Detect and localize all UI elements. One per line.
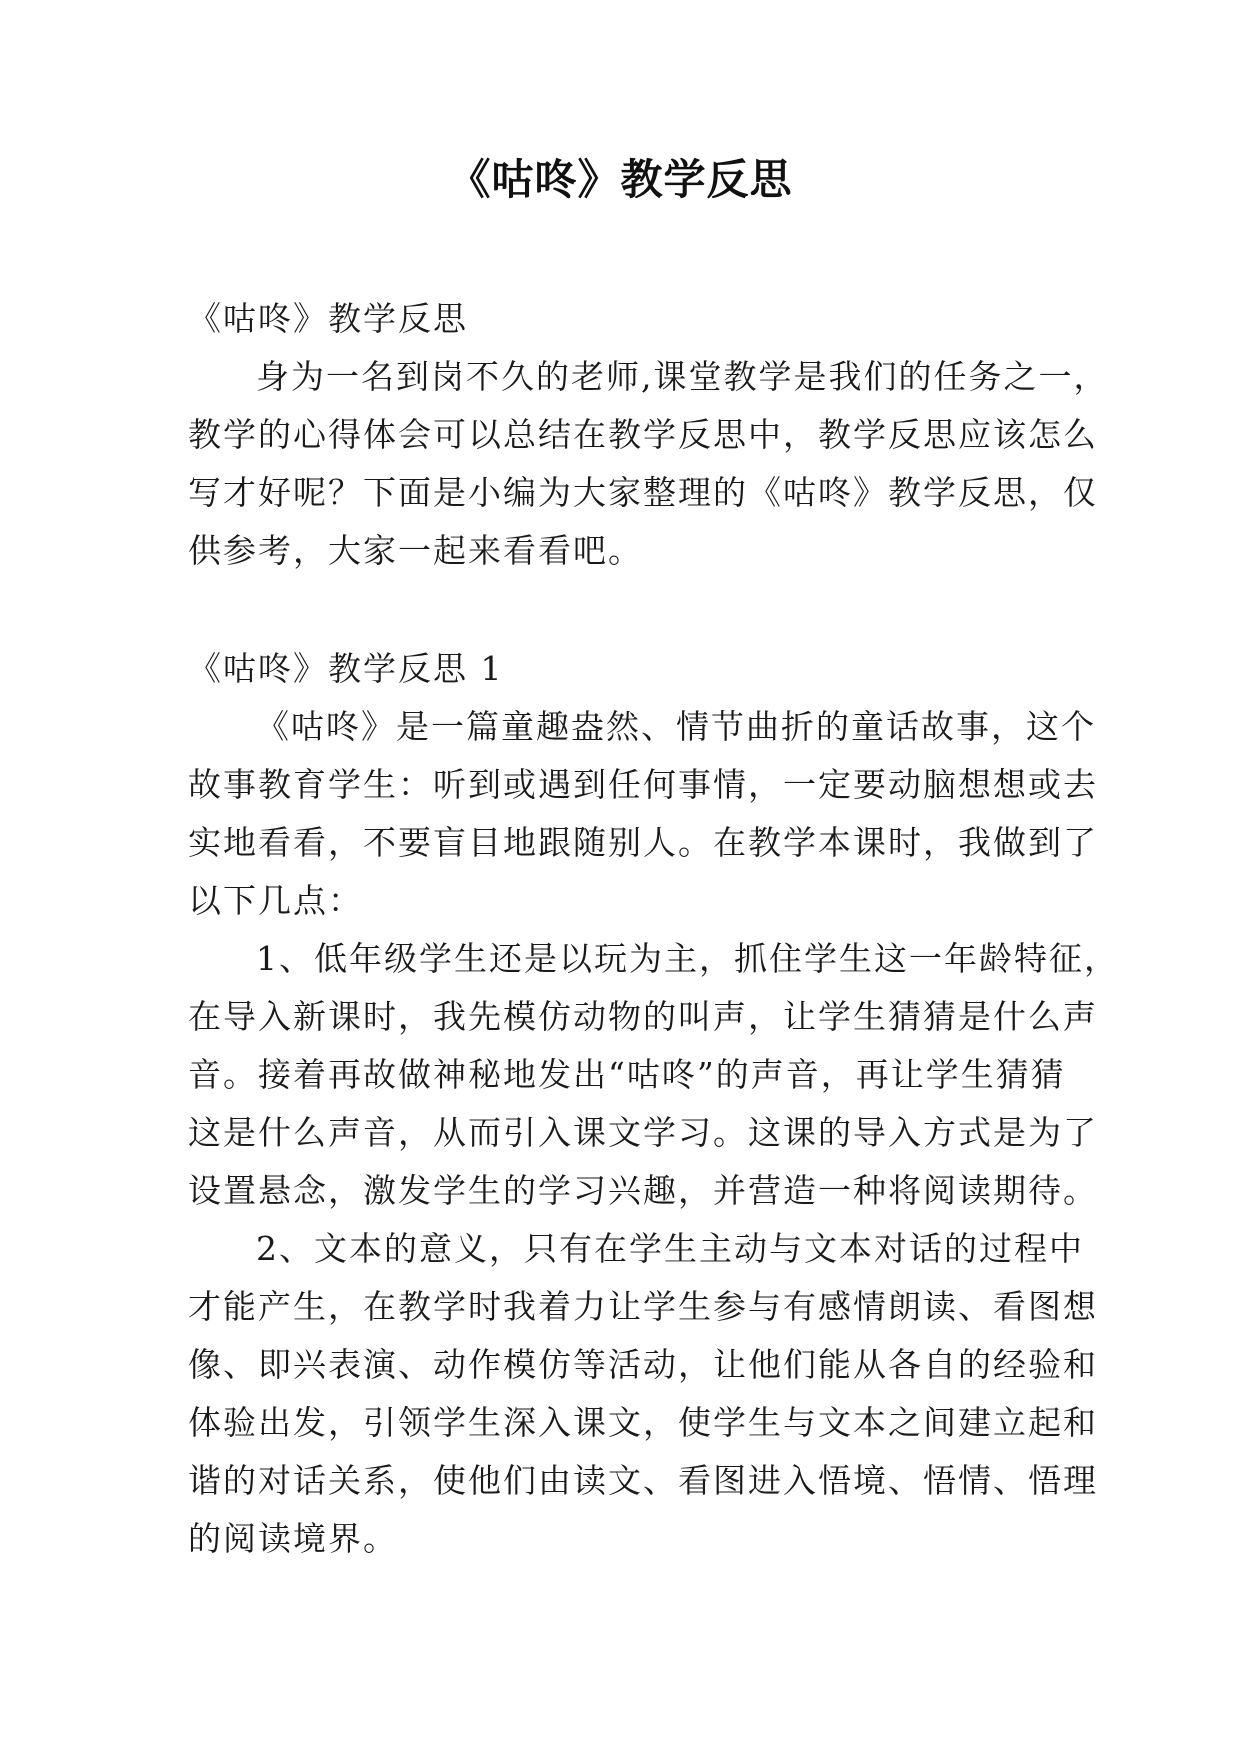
section-spacer	[188, 580, 1068, 640]
paragraph-3	[188, 1220, 1098, 1568]
paragraph-line: 在导入新课时，我先模仿动物的叫声，让学生猜猜是什么声	[188, 997, 1098, 1036]
paragraph-2	[188, 930, 1119, 1220]
intro-line: 身为一名到岗不久的老师,课堂教学是我们的任务之一，	[256, 357, 1109, 396]
paragraph-line: 才能产生，在教学时我着力让学生参与有感情朗读、看图想	[188, 1287, 1098, 1326]
document-title: 《咕咚》教学反思	[448, 155, 793, 204]
paragraph-line: 实地看看，不要盲目地跟随别人。在教学本课时，我做到了	[188, 823, 1098, 862]
paragraph-line: 像、即兴表演、动作模仿等活动，让他们能从各自的经验和	[188, 1345, 1098, 1384]
paragraph-1	[188, 698, 1098, 930]
intro-line: 供参考，大家一起来看看吧。	[188, 531, 643, 570]
paragraph-line: 故事教育学生：听到或遇到任何事情，一定要动脑想想或去	[188, 765, 1098, 804]
paragraph-line: 设置悬念，激发学生的学习兴趣，并营造一种将阅读期待。	[188, 1171, 1098, 1210]
paragraph-line: 的阅读境界。	[188, 1519, 398, 1558]
paragraph-line: 1、低年级学生还是以玩为主，抓住学生这一年龄特征，	[256, 939, 1119, 978]
paragraph-line: 音。接着再故做神秘地发出“咕咚”的声音，再让学生猜猜	[188, 1055, 1066, 1094]
subtitle-heading: 《咕咚》教学反思	[188, 299, 468, 338]
paragraph-line: 谐的对话关系，使他们由读文、看图进入悟境、悟情、悟理	[188, 1461, 1098, 1500]
section-heading: 《咕咚》教学反思 1	[188, 649, 504, 688]
intro-line: 教学的心得体会可以总结在教学反思中，教学反思应该怎么	[188, 415, 1098, 454]
document-body	[188, 290, 1119, 1568]
paragraph-line: 以下几点：	[188, 881, 363, 920]
intro-paragraph	[188, 348, 1109, 580]
paragraph-line: 体验出发，引领学生深入课文，使学生与文本之间建立起和	[188, 1403, 1098, 1442]
intro-line: 写才好呢？下面是小编为大家整理的《咕咚》教学反思，仅	[188, 473, 1098, 512]
paragraph-line: 《咕咚》是一篇童趣盎然、情节曲折的童话故事，这个	[256, 707, 1096, 746]
paragraph-line: 2、文本的意义，只有在学生主动与文本对话的过程中	[256, 1229, 1084, 1268]
paragraph-line: 这是什么声音，从而引入课文学习。这课的导入方式是为了	[188, 1113, 1098, 1152]
